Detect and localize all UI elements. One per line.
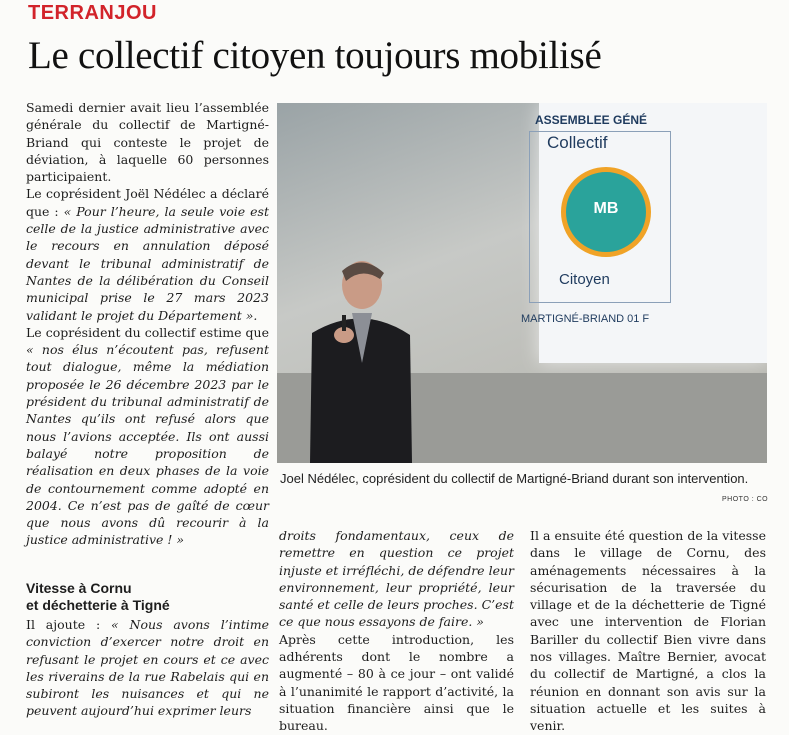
- screen-footer: MARTIGNÉ-BRIAND 01 F: [521, 313, 650, 325]
- photo-credit: PHOTO : CO: [722, 496, 769, 503]
- paragraph-meeting: Après cette introduction, les adhérents dont le nombre a augmenté – 80 à ce jour – ont validé à l’unanimité le rapport d’activité, la situation financière ainsi que le bureau.: [279, 631, 514, 734]
- paragraph-lead: Le coprésident du collectif estime que: [26, 324, 269, 340]
- screen-title: ASSEMBLEE GÉNÉ: [535, 113, 648, 127]
- subheading-line-1: Vitesse à Cornu: [26, 580, 132, 596]
- subheading-line-2: et déchetterie à Tigné: [26, 597, 170, 613]
- paragraph-quote-continued: [279, 527, 514, 631]
- quote-text: « nos élus n’écoutent pas, refusent tout dialogue, même la médiation proposée le 26 décembre 2023 par le président du tribunal administratif de Nantes qu’ils ont refusé alors que nous l’avions acceptée. Ils ont aussi balayé notre proposition de réalisation en deux phases de la voie de contournement comme adopté en 2004. Ce n’est pas de gaîté de cœur que nous avons dû recourir à la justice administrative ! »: [26, 342, 269, 548]
- article-column-1: [26, 99, 269, 549]
- section-label: TERRANJOU: [28, 2, 157, 24]
- subheading: [26, 580, 269, 614]
- article-column-2: [279, 527, 514, 735]
- article-column-1-bottom: [26, 580, 269, 720]
- projection-screen: [521, 103, 767, 363]
- article-column-3: [530, 527, 766, 735]
- paragraph-lead: Le coprésident Joël Nédélec a déclaré que :: [26, 186, 269, 219]
- quote-text: « Nous avons l’intime conviction d’exercer notre droit en refusant le projet en cours et ce avec les riverains de la rue Rabelais qui en subiront les nuisances et qui ne peuvent aujourd’hui exprimer leurs: [26, 617, 269, 719]
- quote-text: droits fondamentaux, ceux de remettre en question ce projet injuste et irréfléchi, de défendre leur environnement, leur propriété, leur santé et celle de leurs proches. C’est ce que nous essayons de faire. »: [279, 528, 514, 630]
- paragraph-quote-2: [26, 324, 269, 549]
- paragraph-lead: Il ajoute :: [26, 617, 112, 632]
- logo-word-collectif: Collectif: [547, 133, 608, 152]
- paragraph-closing: Il a ensuite été question de la vitesse dans le village de Cornu, des aménagements nécessaires à la sécurisation de la traversée du village et de la déchetterie de Tigné avec une intervention de Florian Bariller du collectif Bien vivre dans nos villages. Maître Bernier, avocat du collectif de Martigné, a clos la réunion en donnant son avis sur la situation actuelle et les suites à venir.: [530, 528, 766, 734]
- article-photo: [277, 103, 767, 463]
- paragraph-quote-3: [26, 616, 269, 720]
- paragraph-quote-1: [26, 185, 269, 323]
- logo-center-text: MB: [593, 200, 619, 217]
- quote-text: « Pour l’heure, la seule voie est celle de la justice administrative avec le recours en annulation déposé devant le tribunal administratif de Nantes de la délibération du Conseil municipal prise le 27 mars 2023 validant le projet du Département ».: [26, 203, 269, 323]
- speaker-figure: [292, 253, 412, 463]
- collectif-logo-icon: [561, 167, 651, 257]
- photo-caption: Joel Nédélec, coprésident du collectif de Martigné-Briand durant son intervention.: [280, 471, 749, 486]
- article-headline: Le collectif citoyen toujours mobilisé: [28, 34, 602, 77]
- logo-word-citoyen: Citoyen: [559, 271, 610, 288]
- paragraph-intro: Samedi dernier avait lieu l’assemblée générale du collectif de Martigné-Briand qui conteste le projet de déviation, à laquelle 60 personnes participaient.: [26, 100, 269, 185]
